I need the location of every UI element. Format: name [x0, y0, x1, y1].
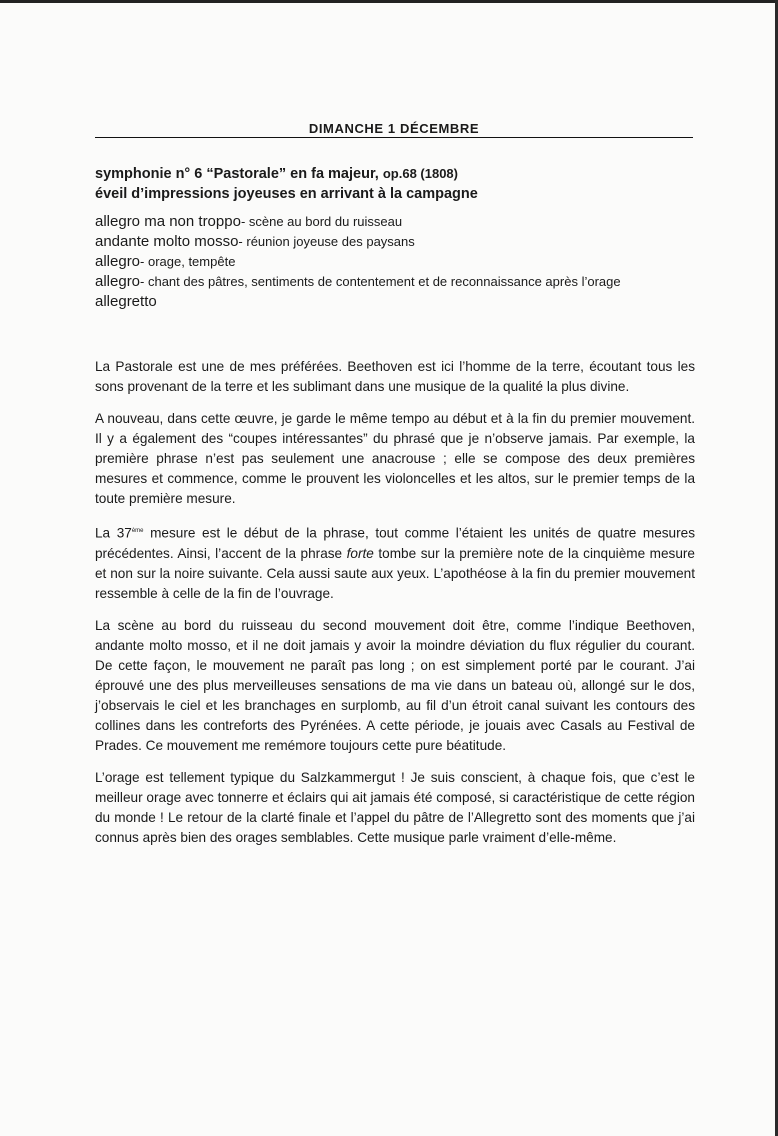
superscript: ème [131, 528, 144, 534]
title-opus: op.68 (1808) [382, 166, 458, 181]
paragraph: A nouveau, dans cette œuvre, je garde le même tempo au début et à la fin du premier mouvement. Il y a également des “coupes intéressantes” du phrasé que je n’observe jamais. Par exemple, la première phrase n’est pas seulement une anacrouse ; elle se compose des deux premières mesures et commence, comme le prouvent les violoncelles et les altos, sur le premier temps de la toute première mesure. [95, 411, 695, 506]
movement-item [95, 212, 695, 232]
paragraph-text: mesure est le début de la phrase, tout comme l’étaient les unités de quatre mesures précédentes. Ainsi, l’accent de la phrase [95, 525, 695, 561]
paragraph-text: La 37 [95, 525, 132, 541]
page-header-date: DIMANCHE 1 DÉCEMBRE [308, 121, 480, 136]
movement-tempo: allegro [95, 253, 141, 270]
movement-tempo: allegro ma non troppo [95, 213, 241, 230]
paragraph: La scène au bord du ruisseau du second mouvement doit être, comme l’indique Beethoven, andante molto mosso, et il ne doit jamais y avoir la moindre déviation du flux régulier du courant. De cette façon, le mouvement ne paraît pas long ; on est simplement porté par le courant. J’ai éprouvé une des plus merveilleuses sensations de ma vie dans un bateau où, allongé sur le dos, j’observais le ciel et les branchages en surplomb, au fil d’un étroit canal suivant les contours des collines dans les contreforts des Pyrénées. A cette période, je jouais avec Casals au Festival de Prades. Ce mouvement me remémore toujours cette pure béatitude. [95, 617, 695, 753]
movement-item [95, 272, 695, 292]
movement-item [95, 232, 695, 252]
movement-description: - chant des pâtres, sentiments de contentement et de reconnaissance après l’orage [140, 274, 621, 289]
italic-term: forte [346, 545, 374, 561]
movement-list [95, 212, 695, 312]
paragraph: L’orage est tellement typique du Salzkammergut ! Je suis conscient, à chaque fois, que c’est le meilleur orage avec tonnerre et éclairs qui ait jamais été composé, si caractéristique de cette région du monde ! Le retour de la clarté finale et l’appel du pâtre de l’Allegretto sont des moments que j’ai connus après bien des orages semblables. Cette musique parle vraiment d’elle-même. [95, 769, 695, 845]
title-line-2: éveil d’impressions joyeuses en arrivant à la campagne [95, 186, 478, 202]
movement-item [95, 252, 695, 272]
body-text [95, 357, 695, 860]
movement-item [95, 292, 695, 312]
movement-tempo: andante molto mosso [95, 233, 239, 250]
scan-edge-top [0, 0, 778, 3]
paragraph: La Pastorale est une de mes préférées. Beethoven est ici l’homme de la terre, écoutant tous les sons provenant de la terre et les sublimant dans une musique de la qualité la plus divine. [95, 359, 695, 394]
title-line-1 [95, 164, 695, 184]
movement-description: - orage, tempête [140, 254, 236, 269]
paragraph-text: tombe sur la première note de la cinquième mesure et non sur la noire suivante. Cela aussi saute aux yeux. L’apothéose à la fin du premier mouvement ressemble à celle de la fin de l’ouvrage. [95, 545, 695, 601]
paragraph [95, 521, 695, 604]
movement-tempo: allegretto [95, 293, 157, 310]
header-rule [95, 137, 693, 138]
movement-description: - réunion joyeuse des paysans [238, 234, 415, 249]
movement-description: - scène au bord du ruisseau [240, 214, 403, 229]
title-main: symphonie n° 6 “Pastorale” en fa majeur, [95, 166, 383, 182]
work-title [95, 164, 695, 204]
movement-tempo: allegro [95, 273, 141, 290]
